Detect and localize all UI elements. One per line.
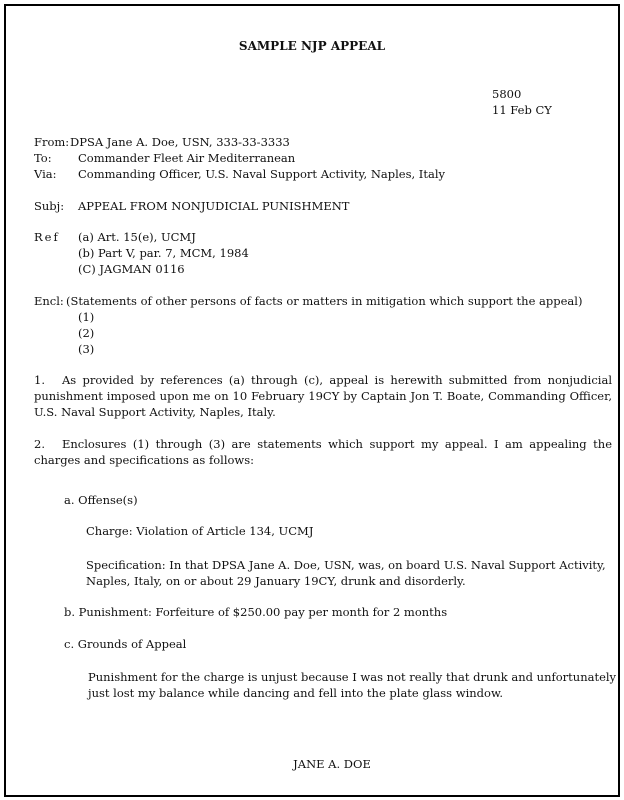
paragraph-number: 2. — [34, 437, 45, 451]
from-value: DPSA Jane A. Doe, USN, 333-33-3333 — [70, 135, 290, 149]
enclosure-item: (3) — [78, 342, 95, 356]
ssic-code: 5800 — [492, 87, 522, 101]
subject-value: APPEAL FROM NONJUDICIAL PUNISHMENT — [78, 199, 350, 213]
signature-block: JANE A. DOE — [293, 757, 371, 771]
paragraph-text: As provided by references (a) through (c), appeal is herewith submitted from nonjudicial punishment imposed upon me on 10 February 19CY by Captain Jon T. Boate, Commanding Officer, U.S. Naval Support Activity, Naples, Italy. — [34, 373, 612, 419]
subject-label: Subj: — [34, 199, 65, 213]
from-label: From: — [34, 135, 70, 149]
enclosure-item: (1) — [78, 310, 95, 324]
offense-heading: a. Offense(s) — [64, 493, 138, 507]
reference-item: (a) Art. 15(e), UCMJ — [78, 230, 196, 244]
via-label: Via: — [34, 167, 57, 181]
enclosure-description: (Statements of other persons of facts or matters in mitigation which support the appeal) — [66, 294, 583, 308]
paragraph-text: Enclosures (1) through (3) are statements which support my appeal. I am appealing the charges and specifications as follows: — [34, 437, 612, 467]
charge-text: Charge: Violation of Article 134, UCMJ — [86, 524, 314, 538]
reference-label: Ref — [34, 230, 60, 244]
paragraph-2 — [34, 436, 612, 468]
grounds-line: just lost my balance while dancing and fell into the plate glass window. — [88, 686, 504, 700]
to-value: Commander Fleet Air Mediterranean — [78, 151, 296, 165]
paragraph-1 — [34, 372, 612, 420]
to-label: To: — [34, 151, 52, 165]
enclosure-item: (2) — [78, 326, 95, 340]
paragraph-number: 1. — [34, 373, 45, 387]
via-value: Commanding Officer, U.S. Naval Support Activity, Naples, Italy — [78, 167, 446, 181]
specification-line: Naples, Italy, on or about 29 January 19CY, drunk and disorderly. — [86, 574, 466, 588]
specification-line: Specification: In that DPSA Jane A. Doe, USN, was, on board U.S. Naval Support Activity, — [86, 558, 606, 572]
reference-item: (C) JAGMAN 0116 — [78, 262, 185, 276]
grounds-heading: c. Grounds of Appeal — [64, 637, 187, 651]
enclosure-label: Encl: — [34, 294, 64, 308]
letter-date: 11 Feb CY — [492, 103, 552, 117]
grounds-line: Punishment for the charge is unjust because I was not really that drunk and unfortunately — [88, 670, 617, 684]
punishment-text: b. Punishment: Forfeiture of $250.00 pay per month for 2 months — [64, 605, 448, 619]
reference-item: (b) Part V, par. 7, MCM, 1984 — [78, 246, 249, 260]
document-title: SAMPLE NJP APPEAL — [238, 39, 386, 53]
